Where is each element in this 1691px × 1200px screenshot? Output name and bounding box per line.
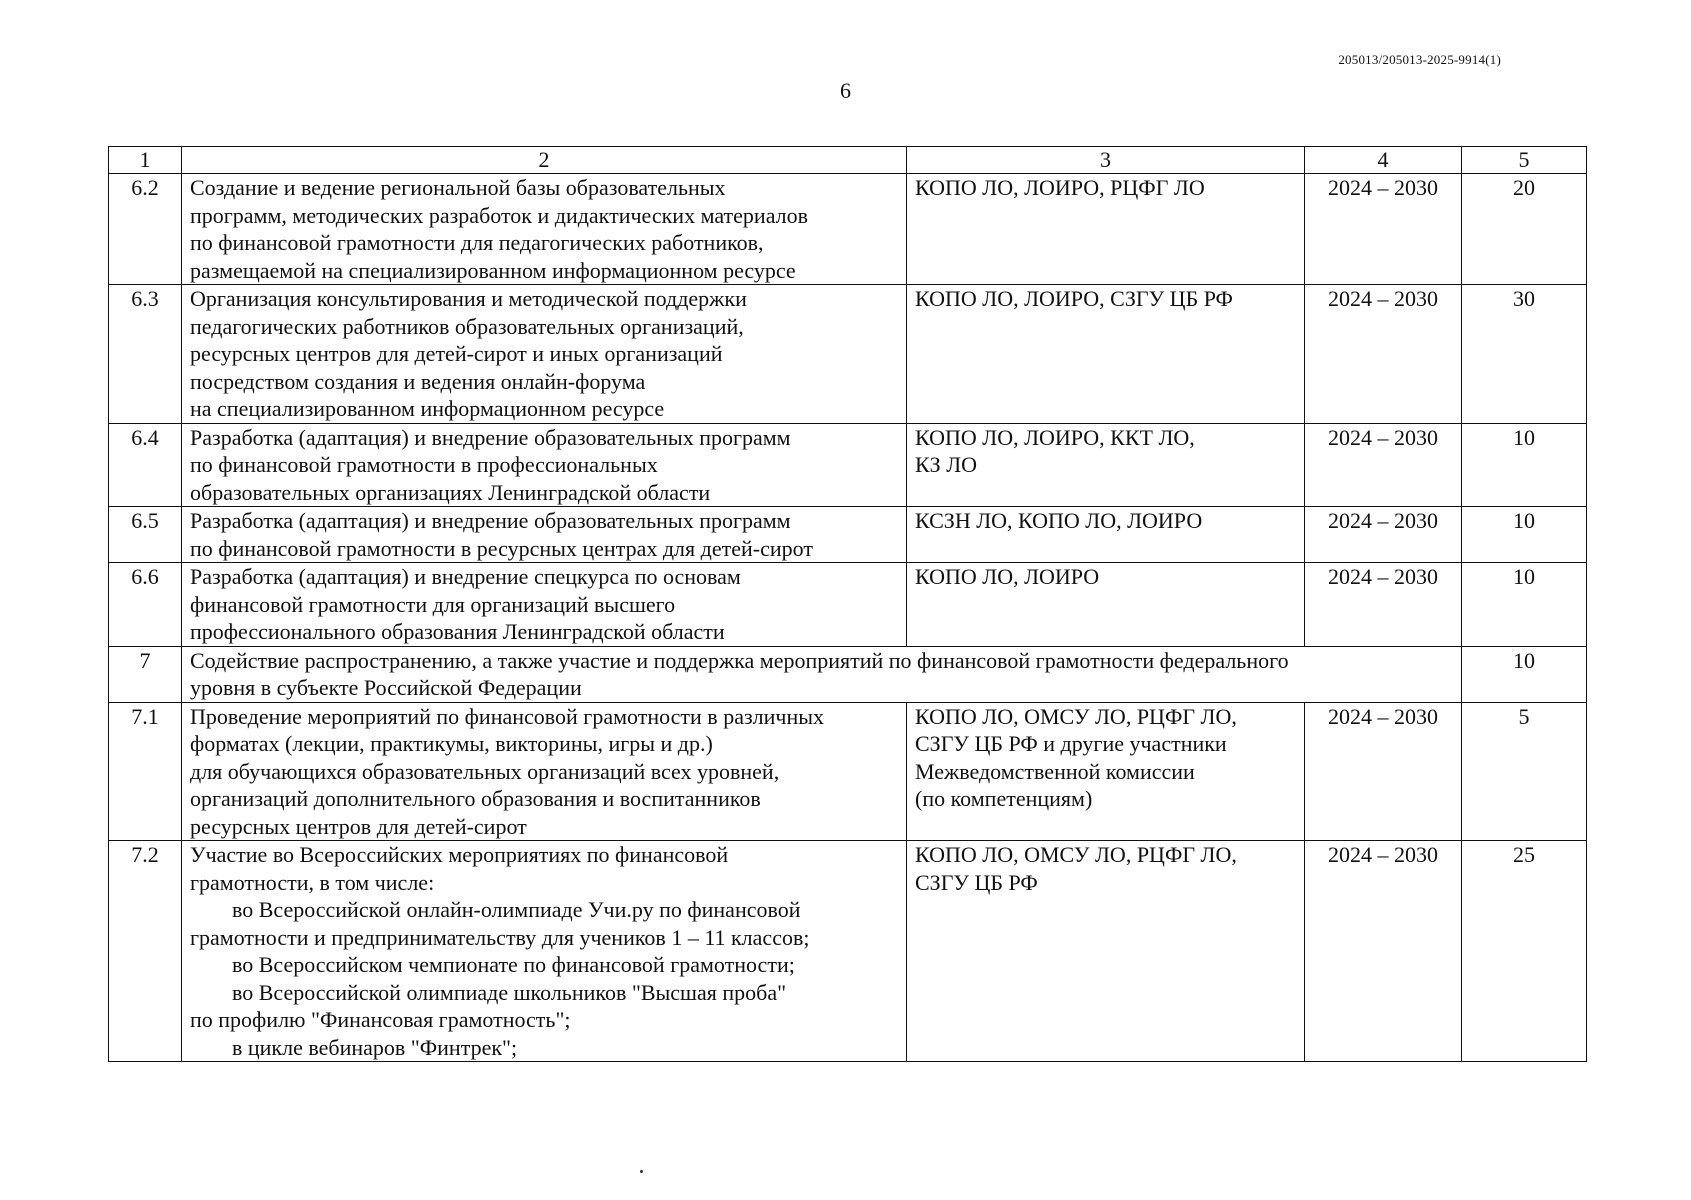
executor-line: КЗ ЛО <box>915 452 978 477</box>
row-description <box>182 423 907 507</box>
executor-line: КОПО ЛО, ОМСУ ЛО, РЦФГ ЛО, <box>915 842 1237 867</box>
table-row <box>109 702 1587 841</box>
row-executors <box>907 174 1305 285</box>
row-period: 2024 – 2030 <box>1305 423 1462 507</box>
row-value: 25 <box>1462 841 1587 1062</box>
description-line: программ, методических разработок и дидактических материалов <box>190 202 809 228</box>
row-number: 6.6 <box>109 563 182 647</box>
column-header: 5 <box>1462 147 1587 174</box>
row-executors <box>907 563 1305 647</box>
description-line: по профилю "Финансовая грамотность"; <box>190 1007 571 1032</box>
row-number: 6.2 <box>109 174 182 285</box>
description-line: форматах (лекции, практикумы, викторины, игры и др.) <box>190 731 713 756</box>
row-period: 2024 – 2030 <box>1305 507 1462 563</box>
description-line: по финансовой грамотности для педагогических работников, <box>190 230 764 255</box>
row-description <box>182 702 907 841</box>
row-description <box>182 174 907 285</box>
scan-speck <box>640 1170 643 1173</box>
row-executors <box>907 285 1305 424</box>
row-number: 7 <box>109 646 182 702</box>
description-line: Разработка (адаптация) и внедрение образовательных программ <box>190 424 791 450</box>
row-value: 10 <box>1462 507 1587 563</box>
row-value: 5 <box>1462 702 1587 841</box>
table-row <box>109 423 1587 507</box>
executor-line: СЗГУ ЦБ РФ <box>915 869 1038 895</box>
row-executors <box>907 702 1305 841</box>
description-line: организаций дополнительного образования и воспитанников <box>190 786 761 811</box>
row-period: 2024 – 2030 <box>1305 563 1462 647</box>
description-line: Содействие распространению, а также участие и поддержка мероприятий по финансовой грамотности федерального <box>190 647 1289 673</box>
description-line: Проведение мероприятий по финансовой грамотности в различных <box>190 703 825 729</box>
description-line: грамотности, в том числе: <box>190 869 435 895</box>
description-line: размещаемой на специализированном информационном ресурсе <box>190 257 796 283</box>
table-row <box>109 507 1587 563</box>
description-line: Разработка (адаптация) и внедрение спецкурса по основам <box>190 564 741 589</box>
measures-table <box>108 146 1587 1062</box>
description-line: во Всероссийской олимпиаде школьников "Высшая проба" <box>232 979 787 1005</box>
row-value: 20 <box>1462 174 1587 285</box>
description-line: Разработка (адаптация) и внедрение образовательных программ <box>190 508 791 533</box>
description-line: грамотности и предпринимательству для учеников 1 – 11 классов; <box>190 924 810 950</box>
row-description <box>182 563 907 647</box>
executor-line: КОПО ЛО, ЛОИРО, РЦФГ ЛО <box>915 175 1205 200</box>
row-value: 10 <box>1462 423 1587 507</box>
table-row <box>109 841 1587 1062</box>
row-period: 2024 – 2030 <box>1305 702 1462 841</box>
row-period: 2024 – 2030 <box>1305 285 1462 424</box>
table-row <box>109 174 1587 285</box>
description-line: уровня в субъекте Российской Федерации <box>190 675 582 700</box>
row-description <box>182 841 907 1062</box>
description-line: финансовой грамотности для организаций высшего <box>190 591 676 617</box>
table-header-row <box>109 147 1587 174</box>
description-line: во Всероссийской онлайн-олимпиаде Учи.ру по финансовой <box>232 897 801 922</box>
description-line: по финансовой грамотности в профессиональных <box>190 452 658 477</box>
description-line: для обучающихся образовательных организаций всех уровней, <box>190 758 780 784</box>
row-number: 6.4 <box>109 423 182 507</box>
executor-line: КОПО ЛО, ЛОИРО <box>915 564 1100 589</box>
executor-line: СЗГУ ЦБ РФ и другие участники <box>915 731 1227 756</box>
row-number: 6.5 <box>109 507 182 563</box>
table-row <box>109 563 1587 647</box>
row-executors <box>907 507 1305 563</box>
row-number: 7.1 <box>109 702 182 841</box>
page-number: 6 <box>840 78 851 103</box>
row-value: 10 <box>1462 646 1587 702</box>
row-value: 30 <box>1462 285 1587 424</box>
description-line: на специализированном информационном ресурсе <box>190 396 665 421</box>
row-description <box>182 507 907 563</box>
row-number: 6.3 <box>109 285 182 424</box>
column-header: 4 <box>1305 147 1462 174</box>
document-id: 205013/205013-2025-9914(1) <box>1338 52 1501 67</box>
row-number: 7.2 <box>109 841 182 1062</box>
description-line: Организация консультирования и методической поддержки <box>190 286 747 311</box>
row-value: 10 <box>1462 563 1587 647</box>
description-line: посредством создания и ведения онлайн-форума <box>190 368 646 394</box>
row-period: 2024 – 2030 <box>1305 841 1462 1062</box>
table-row <box>109 285 1587 424</box>
column-header: 2 <box>182 147 907 174</box>
description-line: по финансовой грамотности в ресурсных центрах для детей-сирот <box>190 535 813 561</box>
row-executors <box>907 423 1305 507</box>
executor-line: (по компетенциям) <box>915 786 1093 811</box>
description-line: в цикле вебинаров "Финтрек"; <box>232 1034 518 1060</box>
row-executors <box>907 841 1305 1062</box>
section-description <box>182 646 1462 702</box>
description-line: педагогических работников образовательных организаций, <box>190 313 744 339</box>
description-line: во Всероссийском чемпионате по финансовой грамотности; <box>232 952 795 977</box>
description-line: Участие во Всероссийских мероприятиях по финансовой <box>190 842 729 867</box>
description-line: образовательных организациях Ленинградской области <box>190 479 711 505</box>
column-header: 3 <box>907 147 1305 174</box>
executor-line: КОПО ЛО, ЛОИРО, ККТ ЛО, <box>915 424 1195 450</box>
executor-line: КОПО ЛО, ОМСУ ЛО, РЦФГ ЛО, <box>915 703 1237 729</box>
executor-line: КОПО ЛО, ЛОИРО, СЗГУ ЦБ РФ <box>915 286 1233 311</box>
description-line: профессионального образования Ленинградской области <box>190 619 725 644</box>
section-row <box>109 646 1587 702</box>
description-line: ресурсных центров для детей-сирот и иных организаций <box>190 341 723 366</box>
executor-line: Межведомственной комиссии <box>915 758 1195 784</box>
description-line: ресурсных центров для детей-сирот <box>190 813 527 839</box>
executor-line: КСЗН ЛО, КОПО ЛО, ЛОИРО <box>915 508 1203 533</box>
column-header: 1 <box>109 147 182 174</box>
description-line: Создание и ведение региональной базы образовательных <box>190 175 726 200</box>
row-description <box>182 285 907 424</box>
row-period: 2024 – 2030 <box>1305 174 1462 285</box>
